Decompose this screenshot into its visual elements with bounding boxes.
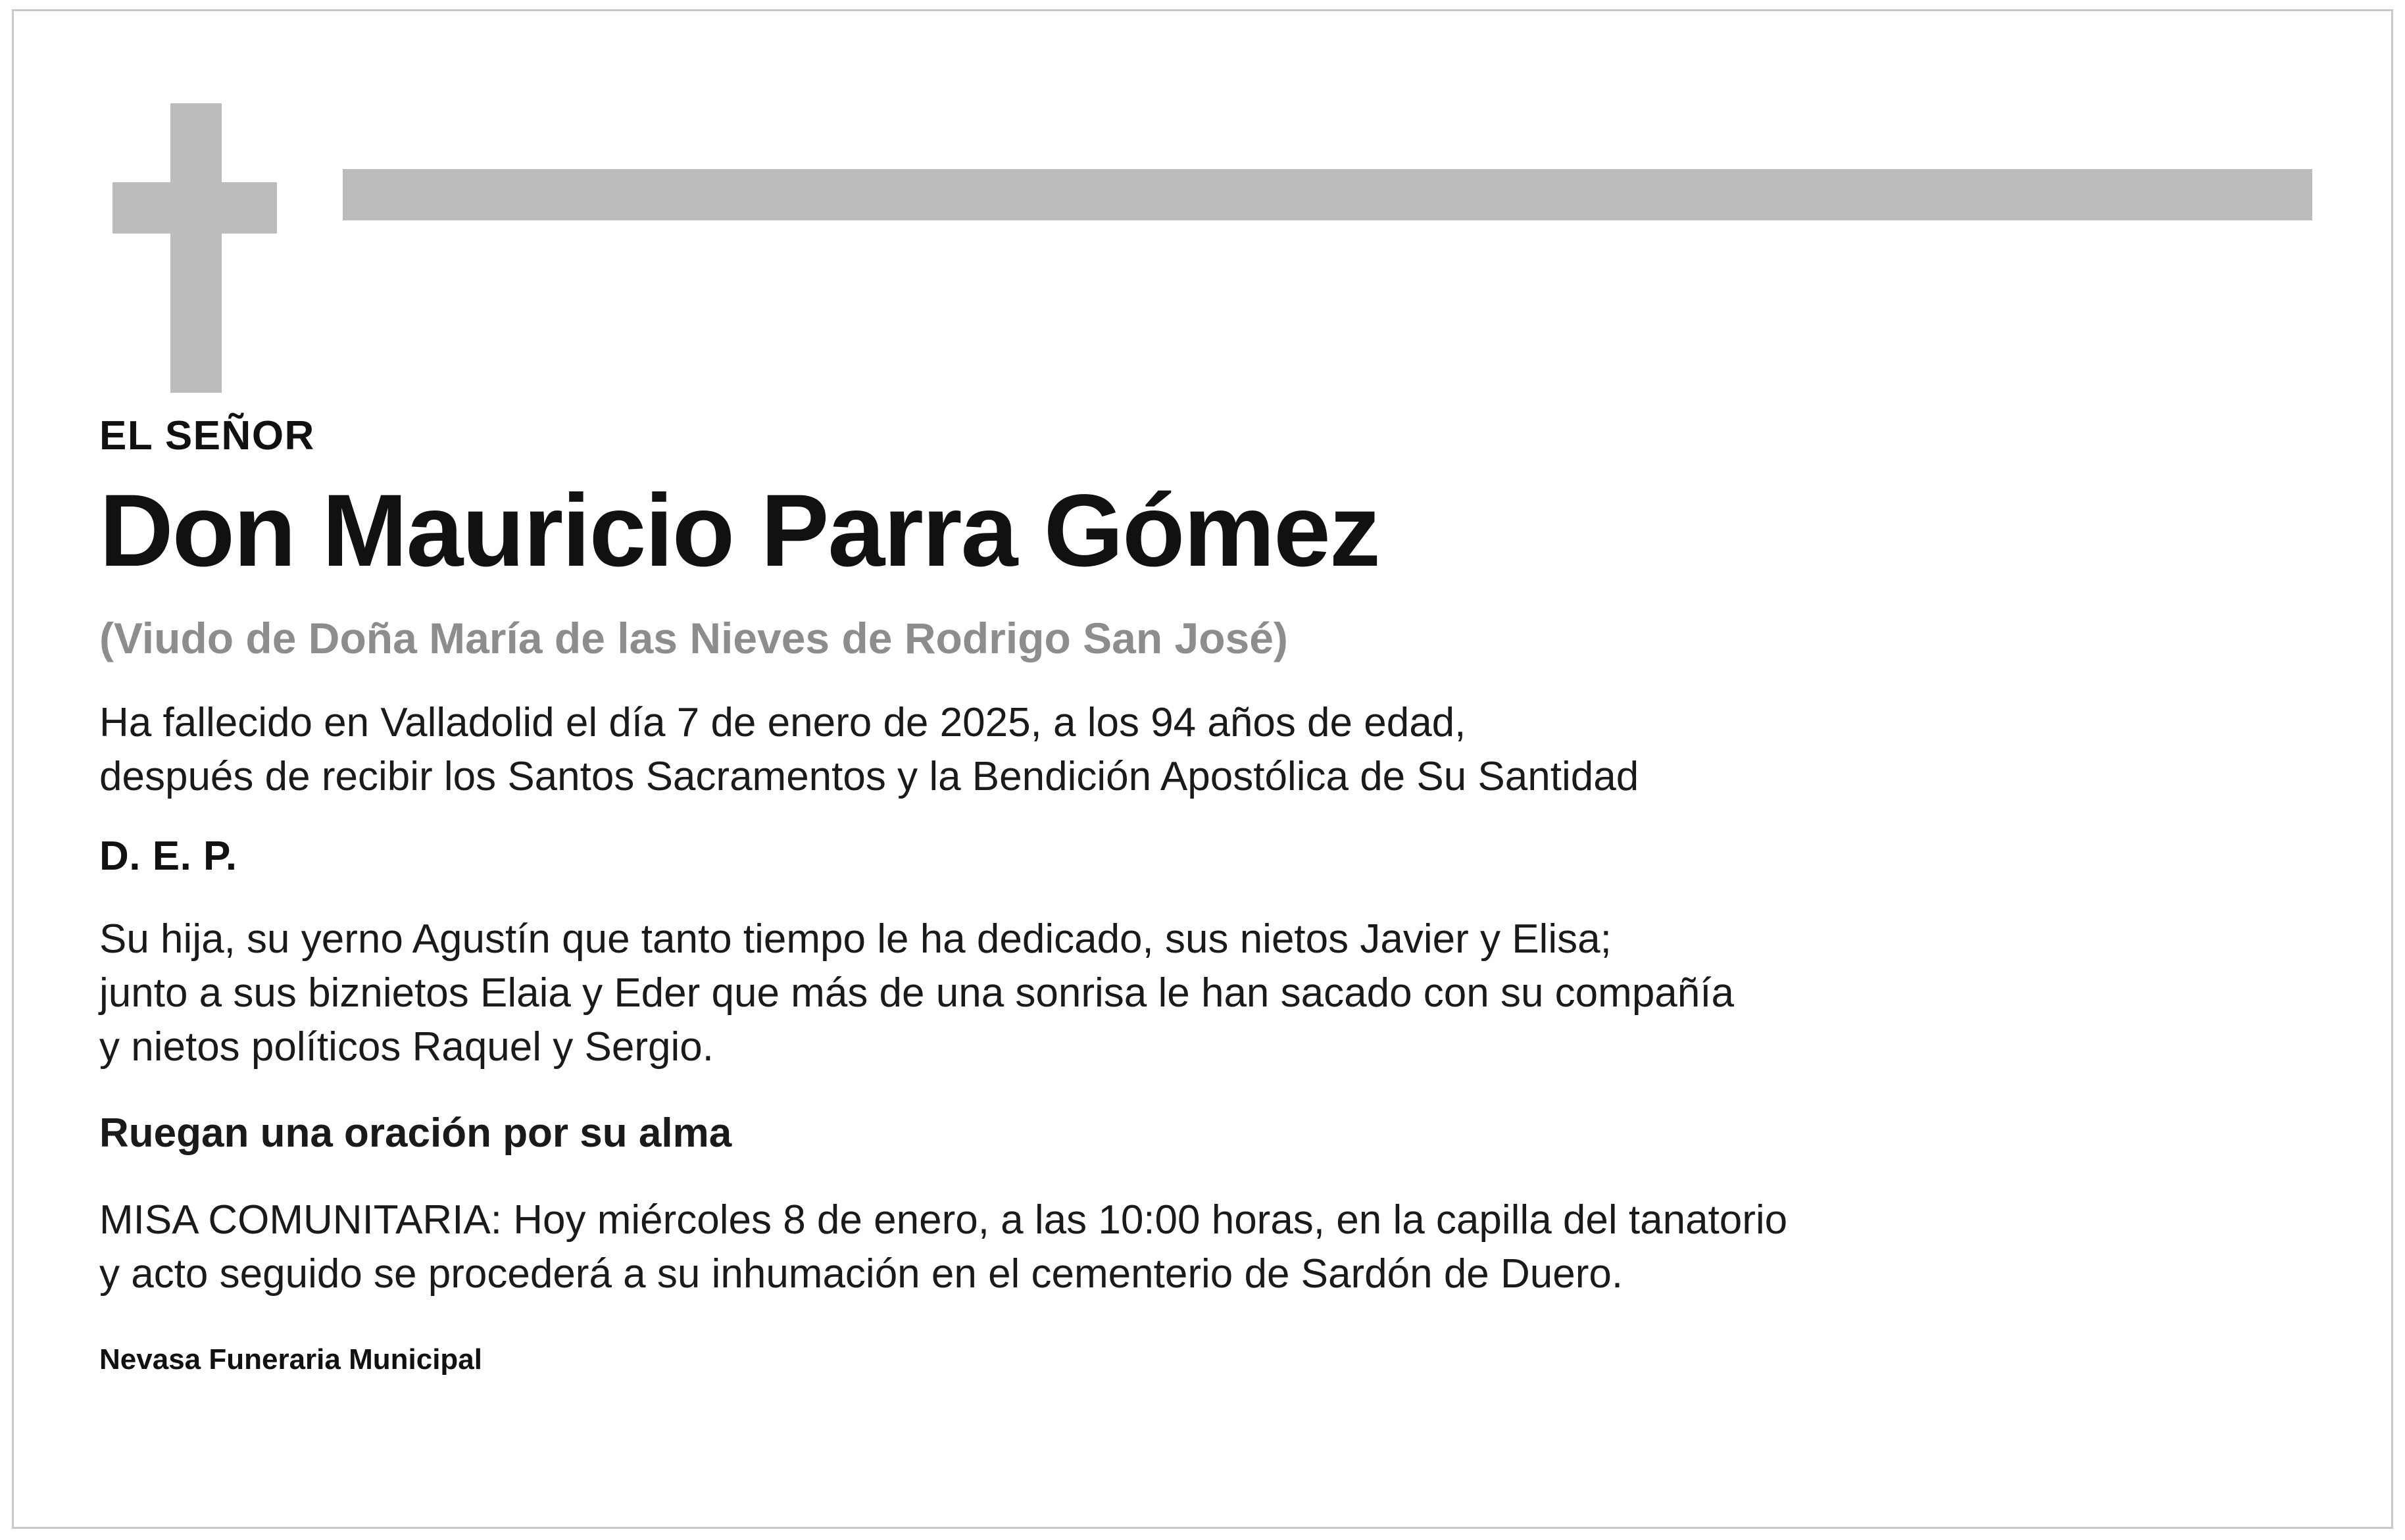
service-line-2: y acto seguido se procederá a su inhumación en el cementerio de Sardón de Duero. [99,1251,1624,1297]
notice-content [99,90,2312,1376]
prayer-request: Ruegan una oración por su alma [99,1110,732,1156]
kicker-text: EL SEÑOR [99,413,315,459]
service-line-1: MISA COMUNITARIA: Hoy miércoles 8 de enero, a las 10:00 horas, en la capilla del tanatorio [99,1197,1788,1243]
funeral-home-name: Nevasa Funeraria Municipal [99,1343,482,1376]
spouse-line: (Viudo de Doña María de las Nieves de Rodrigo San José) [99,614,1288,663]
notice-header [99,90,2312,373]
cross-vertical-bar [170,103,222,393]
cross-horizontal-bar [112,182,277,234]
family-line-1: Su hija, su yerno Agustín que tanto tiempo le ha dedicado, sus nietos Javier y Elisa; [99,916,1612,962]
deceased-name: Don Mauricio Parra Gómez [99,474,1379,588]
family-line-3: y nietos políticos Raquel y Sergio. [99,1024,714,1070]
family-line-2: junto a sus biznietos Elaia y Eder que más de una sonrisa le han sacado con su compañía [99,970,1734,1016]
dep-text: D. E. P. [99,833,237,879]
service-block [99,1193,2312,1301]
obituary-notice-card [12,9,2393,1529]
header-rule [343,169,2312,220]
family-block [99,912,2312,1074]
death-info [99,696,2312,804]
death-line-1: Ha fallecido en Valladolid el día 7 de enero de 2025, a los 94 años de edad, [99,700,1466,746]
death-line-2: después de recibir los Santos Sacramentos y la Bendición Apostólica de Su Santidad [99,754,1639,800]
cross-icon [112,103,270,393]
